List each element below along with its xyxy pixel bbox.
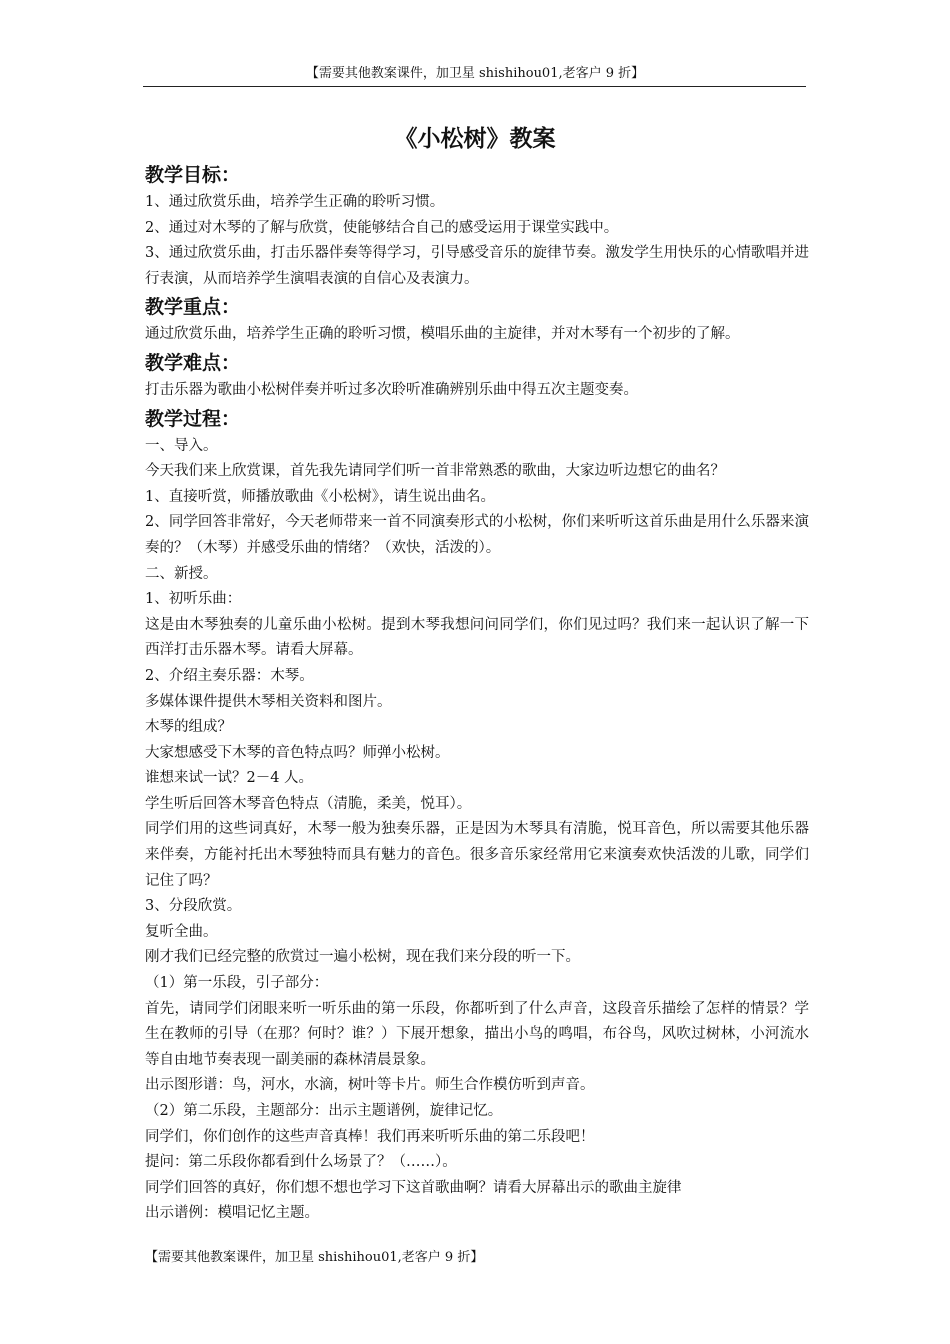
process-paragraph: 1、直接听赏，师播放歌曲《小松树》，请生说出曲名。: [145, 488, 495, 505]
process-paragraph: 同学们，你们创作的这些声音真棒！我们再来听听乐曲的第二乐段吧！: [145, 1128, 595, 1145]
header-divider: [143, 86, 806, 87]
process-paragraph: 多媒体课件提供木琴相关资料和图片。: [145, 693, 392, 710]
difficulties-text: 打击乐器为歌曲小松树伴奏并听过多次聆听准确辨别乐曲中得五次主题变奏。: [145, 381, 638, 398]
process-paragraph: 1、初听乐曲：: [145, 591, 242, 608]
process-paragraph: 出示图形谱：鸟，河水，水滴，树叶等卡片。师生合作模仿听到声音。: [145, 1077, 595, 1094]
key-points-text: 通过欣赏乐曲，培养学生正确的聆听习惯，模唱乐曲的主旋律，并对木琴有一个初步的了解。: [145, 326, 740, 343]
process-paragraph: 首先，请同学们闭眼来听一听乐曲的第一乐段，你都听到了什么声音，这段音乐描绘了怎样的情景？学生在教师的引导（在那？何时？谁？）下展开想象，描出小鸟的鸣唱，布谷鸟，风吹过树林，小河流水等自由地节奏表现一副美丽的森林清晨景象。: [145, 1000, 809, 1068]
process-paragraph: 同学们回答的真好，你们想不想也学习下这首歌曲啊？请看大屏幕出示的歌曲主旋律: [145, 1179, 682, 1196]
document-title: 《小松树》教案: [394, 125, 556, 152]
page-footer-note: 【需要其他教案课件，加卫星 shishihou01,老客户 9 折】: [145, 1250, 484, 1265]
section-heading-key-points: 教学重点：: [145, 296, 241, 319]
process-paragraph: 学生听后回答木琴音色特点（清脆，柔美，悦耳）。: [145, 795, 472, 812]
section-heading-process: 教学过程：: [145, 407, 241, 430]
process-paragraph: 同学们用的这些词真好，木琴一般为独奏乐器，正是因为木琴具有清脆，悦耳音色，所以需要其他乐器来伴奏，方能衬托出木琴独特而具有魅力的音色。很多音乐家经常用它来演奏欢快活泼的儿歌，同学们记住了吗？: [145, 821, 809, 889]
process-paragraph: 今天我们来上欣赏课，首先我先请同学们听一首非常熟悉的歌曲，大家边听边想它的曲名？: [145, 463, 725, 480]
process-paragraph: 3、分段欣赏。: [145, 898, 242, 915]
process-paragraph: 这是由木琴独奏的儿童乐曲小松树。提到木琴我想问问同学们，你们见过吗？我们来一起认识了解一下西洋打击乐器木琴。请看大屏幕。: [145, 616, 809, 659]
process-paragraph: （1）第一乐段，引子部分：: [145, 975, 329, 992]
process-paragraph: 一、导入。: [145, 437, 218, 454]
process-paragraph: 复听全曲。: [145, 923, 218, 940]
process-paragraph: 木琴的组成？: [145, 719, 232, 736]
process-paragraph: 大家想感受下木琴的音色特点吗？师弹小松树。: [145, 744, 450, 761]
goal-item: 2、通过对木琴的了解与欣赏，使能够结合自己的感受运用于课堂实践中。: [145, 219, 619, 236]
process-paragraph: 二、新授。: [145, 565, 218, 582]
goal-item: 3、通过欣赏乐曲，打击乐器伴奏等得学习，引导感受音乐的旋律节奏。激发学生用快乐的心情歌唱并进行表演，从而培养学生演唱表演的自信心及表演力。: [145, 245, 809, 287]
page-header-note: 【需要其他教案课件，加卫星 shishihou01,老客户 9 折】: [305, 66, 645, 81]
process-paragraph: 刚才我们已经完整的欣赏过一遍小松树，现在我们来分段的听一下。: [145, 949, 580, 966]
goal-item: 1、通过欣赏乐曲，培养学生正确的聆听习惯。: [145, 194, 445, 210]
section-heading-goals: 教学目标：: [145, 164, 241, 186]
process-paragraph: 2、同学回答非常好，今天老师带来一首不同演奏形式的小松树，你们来听听这首乐曲是用什么乐器来演奏的？（木琴）并感受乐曲的情绪？（欢快，活泼的）。: [145, 514, 809, 556]
section-heading-difficulties: 教学难点：: [145, 351, 241, 374]
process-paragraph: 谁想来试一试？2－4 人。: [145, 770, 314, 787]
process-paragraph: 2、介绍主奏乐器：木琴。: [145, 667, 314, 684]
process-paragraph: 出示谱例：模唱记忆主题。: [145, 1205, 319, 1222]
document-body: [145, 160, 809, 1227]
process-paragraph: （2）第二乐段，主题部分：出示主题谱例，旋律记忆。: [145, 1103, 503, 1119]
process-paragraph: 提问：第二乐段你都看到什么场景了？（……）。: [145, 1154, 457, 1171]
